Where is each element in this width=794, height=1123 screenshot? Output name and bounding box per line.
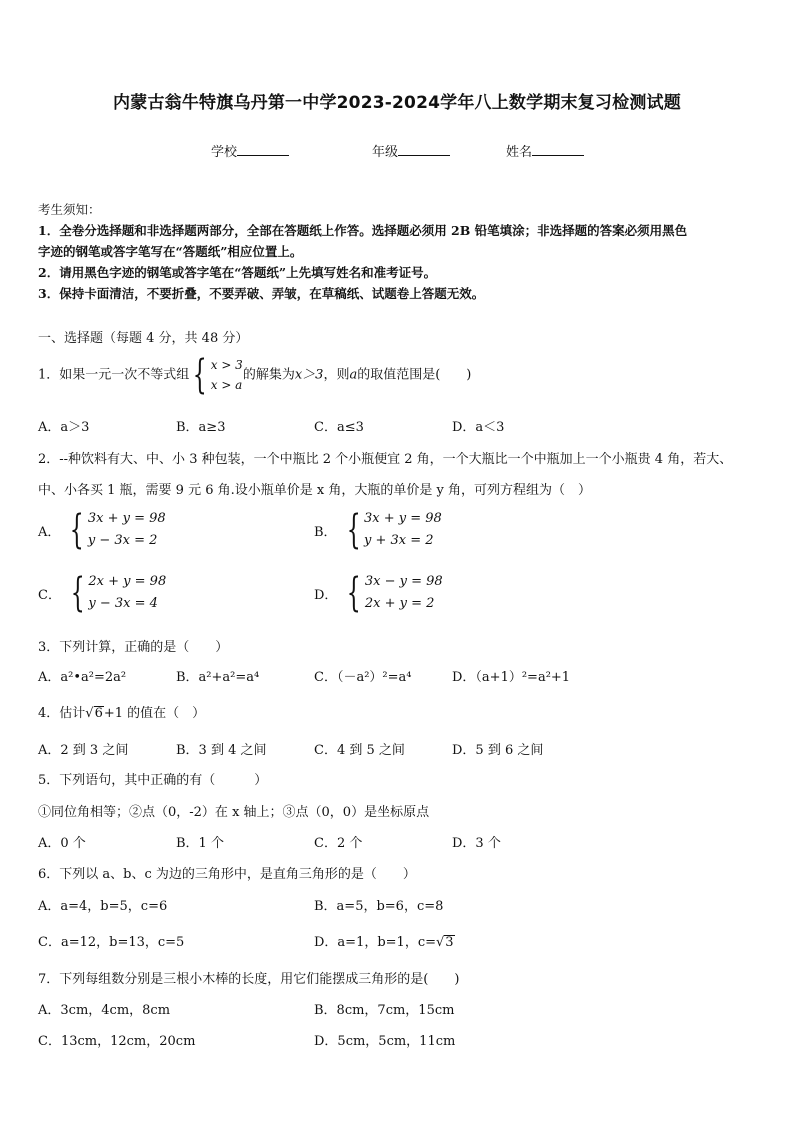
q2-stem-line1: 2．--种饮料有大、中、小 3 种包装，一个中瓶比 2 个小瓶便宜 2 角，一个大瓶比一个中瓶加上一个小瓶贵 4 角，若大、 [38,452,733,467]
q7-option-b: B．8cm，7cm，15cm [314,1003,455,1018]
q2-a-eq1: 3x + y = 98 [87,511,166,526]
q5-statements: ①同位角相等；②点（0，-2）在 x 轴上；③点（0，0）是坐标原点 [38,805,430,820]
q2-a-eq2: y − 3x = 2 [87,533,158,548]
q2-d-eq2: 2x + y = 2 [364,596,435,611]
school-field [211,141,289,160]
q1-stem-post1: 的解集为 [242,367,295,383]
q5-option-a: A．0 个 [38,836,86,851]
q1-sys-line1: x > 3 [210,358,243,372]
notice-item-1b: 字迹的钢笔或答字笔写在“答题纸”相应位置上。 [38,244,303,259]
q1-option-c: C．a≤3 [314,420,364,435]
q1-var: a [349,367,358,383]
q4-stem-pre: 4．估计 [38,706,86,721]
name-label: 姓名 [506,145,533,160]
q6-stem: 6．下列以 a、b、c 为边的三角形中，是直角三角形的是（ ） [38,867,416,882]
q2-a-label: A． [38,524,61,540]
school-label: 学校 [211,145,238,160]
q4-option-c: C．4 到 5 之间 [314,743,405,758]
q7-option-d: D．5cm，5cm，11cm [314,1034,456,1049]
q6-d-radicand: 3 [445,935,454,950]
q6-option-b: B．a=5，b=6，c=8 [314,899,444,914]
q5-option-c: C．2 个 [314,836,363,851]
notice-heading: 考生须知： [38,202,101,217]
q2-c-label: C． [38,587,61,603]
q6-option-c: C．a=12，b=13，c=5 [38,935,185,950]
q1-system: { x > 3 x > a [193,352,243,398]
q1-condition: x＞3 [294,367,324,383]
q1-stem-post3: 的取值范围是( ) [357,367,472,383]
section-heading: 一、选择题（每题 4 分，共 48 分） [38,331,249,346]
q7-option-c: C．13cm，12cm，20cm [38,1034,196,1049]
notice-item-2: 2．请用黑色字迹的钢笔或答字笔在“答题纸”上先填写姓名和准考证号。 [38,265,437,280]
q3-option-b: B．a²+a²=a⁴ [176,670,260,685]
q4-stem-post: +1 的值在（ ） [103,706,206,721]
q2-b-eq2: y + 3x = 2 [364,533,434,548]
q1-sys-line2: x > a [210,378,243,392]
notice-item-3: 3．保持卡面清洁，不要折叠，不要弄破、弄皱，在草稿纸、试题卷上答题无效。 [38,286,485,301]
q3-option-a: A．a²•a²=2a² [38,670,127,685]
q5-stem: 5．下列语句，其中正确的有（ ） [38,773,268,788]
q4-option-b: B．3 到 4 之间 [176,743,267,758]
q2-option-b: B． { 3x + y = 98 y + 3x = 2 [314,507,442,553]
q2-option-c: C． { 2x + y = 98 y − 3x = 4 [38,570,167,616]
q5-option-b: B．1 个 [176,836,224,851]
q4-option-d: D．5 到 6 之间 [452,743,544,758]
q6-option-d [314,931,455,950]
name-field [506,141,584,160]
q1-stem-post2: ，则 [323,367,350,383]
q1-option-d: D．a＜3 [452,420,505,435]
q1-option-b: B．a≥3 [176,420,226,435]
q3-option-d: D．（a+1）²=a²+1 [452,670,571,685]
q3-option-c: C．（－a²）²=a⁴ [314,670,412,685]
q4-radicand: 6 [94,706,103,721]
grade-blank [398,143,450,156]
notice-item-1a: 1．全卷分选择题和非选择题两部分，全部在答题纸上作答。选择题必须用 2B 铅笔填涂；非选择题的答案必须用黑色 [38,223,688,238]
q5-option-d: D．3 个 [452,836,501,851]
name-blank [532,143,584,156]
q2-d-label: D． [314,587,338,603]
page-title: 内蒙古翁牛特旗乌丹第一中学2023-2024学年八上数学期末复习检测试题 [113,93,681,113]
school-blank [237,143,289,156]
q2-c-eq1: 2x + y = 98 [88,574,167,589]
grade-label: 年级 [372,145,399,160]
q1-option-a: A．a＞3 [38,420,90,435]
question-1 [38,352,472,398]
q7-option-a: A．3cm，4cm，8cm [38,1003,171,1018]
q2-option-d: D． { 3x − y = 98 2x + y = 2 [314,570,443,616]
q6-d-text: D．a=1，b=1，c= [314,935,436,950]
q2-b-label: B． [314,524,337,540]
question-4 [38,702,205,721]
q2-d-eq1: 3x − y = 98 [364,574,443,589]
q2-c-eq2: y − 3x = 4 [88,596,158,611]
q7-stem: 7．下列每组数分别是三根小木棒的长度，用它们能摆成三角形的是( ) [38,972,460,987]
q2-stem-line2: 中、小各买 1 瓶，需要 9 元 6 角.设小瓶单价是 x 角，大瓶的单价是 y 角，可列方程组为（ ） [38,483,591,498]
q4-option-a: A．2 到 3 之间 [38,743,129,758]
q1-stem-pre: 1．如果一元一次不等式组 [38,367,190,383]
sqrt-icon: √ [85,706,94,721]
grade-field [372,141,450,160]
q3-stem: 3．下列计算，正确的是（ ） [38,640,229,655]
q2-option-a: A． { 3x + y = 98 y − 3x = 2 [38,507,166,553]
q2-b-eq1: 3x + y = 98 [364,511,442,526]
q6-option-a: A．a=4，b=5，c=6 [38,899,168,914]
sqrt-icon: √ [436,935,445,950]
